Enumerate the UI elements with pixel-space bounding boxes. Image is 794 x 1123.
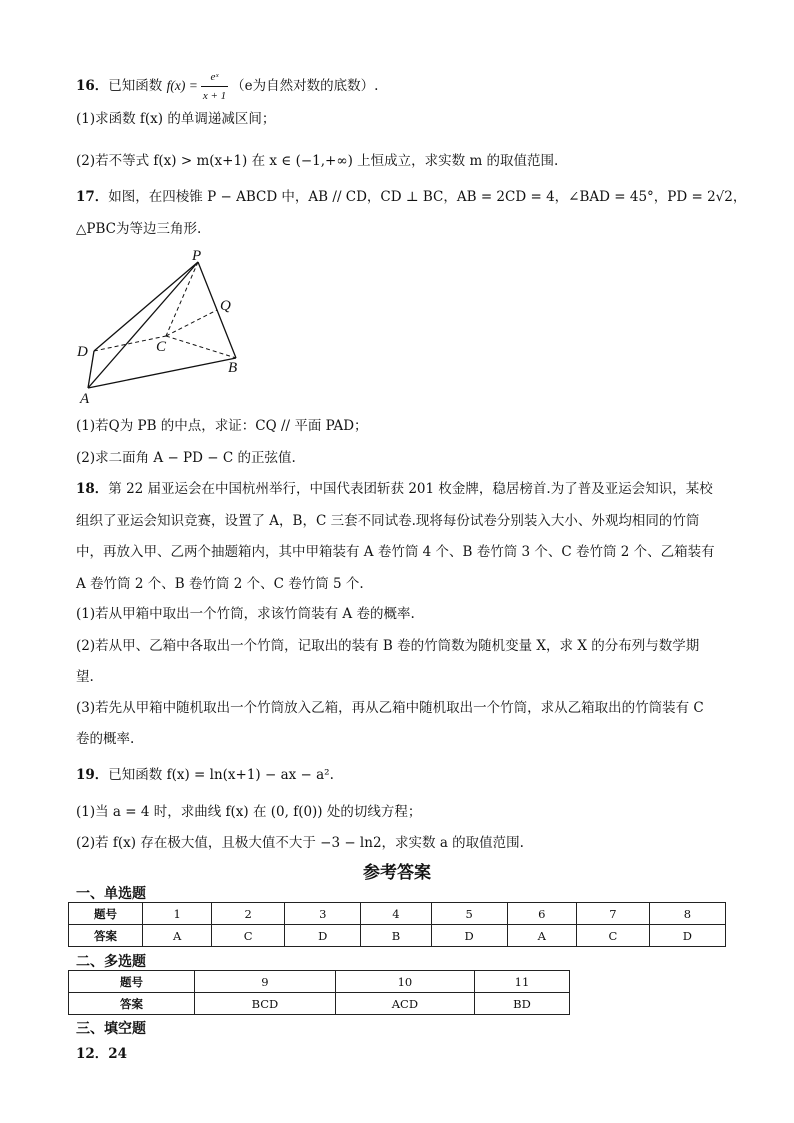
q18-number: 18．: [76, 481, 109, 497]
table-cell: D: [649, 925, 725, 947]
answers-title: 参考答案: [363, 863, 431, 883]
table-cell: 2: [212, 903, 285, 925]
header-cell: 题号: [69, 903, 143, 925]
label-D: D: [77, 344, 88, 360]
table-cell: B: [361, 925, 431, 947]
q19-number: 19．: [76, 767, 109, 783]
table-row: [69, 971, 570, 993]
q18-part2b: 望.: [76, 669, 94, 685]
q16-stem: [76, 68, 378, 105]
table-cell: D: [431, 925, 507, 947]
section-single-choice: 一、单选题: [76, 886, 146, 902]
table-cell: BCD: [195, 993, 336, 1015]
table-cell: C: [212, 925, 285, 947]
table-cell: 11: [474, 971, 569, 993]
multiple-choice-table: [68, 970, 570, 1015]
edge-CB: [166, 336, 236, 358]
table-row: [69, 903, 726, 925]
q18-part2a: (2)若从甲、乙箱中各取出一个竹筒，记取出的装有 B 卷的竹筒数为随机变量 X，求 X 的分布列与数学期: [76, 638, 700, 654]
table-cell: A: [143, 925, 212, 947]
q18-line3: 中，再放入甲、乙两个抽题箱内，其中甲箱装有 A 卷竹筒 4 个、B 卷竹筒 3 个、C 卷竹筒 2 个、乙箱装有: [76, 544, 715, 560]
label-Q: Q: [220, 298, 231, 314]
table-cell: D: [285, 925, 361, 947]
q18-l1: 第 22 届亚运会在中国杭州举行，中国代表团斩获 201 枚金牌，稳居榜首.为了普及亚运会知识，某校: [108, 481, 713, 497]
table-cell: 3: [285, 903, 361, 925]
label-A: A: [80, 391, 90, 407]
table-cell: ACD: [335, 993, 474, 1015]
q17-stem-line1: [76, 188, 746, 206]
pyramid-figure: [74, 248, 254, 408]
q17-stem-line2: △PBC为等边三角形.: [76, 221, 202, 237]
table-cell: 5: [431, 903, 507, 925]
q19-part1: (1)当 a = 4 时，求曲线 f(x) 在 (0, f(0)) 处的切线方程；: [76, 804, 422, 820]
q18-line4: A 卷竹筒 2 个、B 卷竹筒 2 个、C 卷竹筒 5 个.: [76, 576, 364, 592]
q17-stem1: 如图，在四棱锥 P − ABCD 中，AB // CD，CD ⊥ BC，AB = 2CD = 4，∠BAD = 45°，PD = 2√2，: [108, 189, 747, 205]
q18-part3b: 卷的概率.: [76, 731, 135, 747]
q19-stem-text: 已知函数 f(x) = ln(x+1) − ax − a².: [108, 767, 334, 783]
q16-part1: (1)求函数 f(x) 的单调递减区间；: [76, 111, 276, 127]
q18-part1: (1)若从甲箱中取出一个竹筒，求该竹筒装有 A 卷的概率.: [76, 606, 415, 622]
section-multiple-choice: 二、多选题: [76, 954, 146, 970]
q16-part2: (2)若不等式 f(x) > m(x+1) 在 x ∈ (−1,+∞) 上恒成立，求实数 m 的取值范围.: [76, 153, 559, 169]
header-cell: 题号: [69, 971, 195, 993]
q16-stem-b: （e为自然对数的底数）.: [231, 78, 379, 94]
table-cell: 4: [361, 903, 431, 925]
q16-number: 16．: [76, 78, 109, 94]
table-cell: 9: [195, 971, 336, 993]
q16-fx: f(x) =: [166, 78, 198, 93]
edge-PC: [166, 262, 198, 336]
label-P: P: [192, 248, 202, 264]
q16-frac-den: x + 1: [202, 90, 227, 102]
q18-part3a: (3)若先从甲箱中随机取出一个竹筒放入乙箱，再从乙箱中随机取出一个竹筒，求从乙箱取出的竹筒装有 C: [76, 700, 704, 716]
q16-frac-num: eˣ: [201, 68, 228, 87]
edge-PD: [94, 262, 198, 351]
edge-CQ: [166, 310, 217, 336]
table-cell: 7: [576, 903, 649, 925]
q18-line2: 组织了亚运会知识竞赛，设置了 A，B，C 三套不同试卷.现将每份试卷分别装入大小、外观均相同的竹筒: [76, 513, 700, 529]
table-row: [69, 925, 726, 947]
header-cell: 答案: [69, 993, 195, 1015]
table-cell: 10: [335, 971, 474, 993]
table-cell: 8: [649, 903, 725, 925]
q17-number: 17．: [76, 189, 109, 205]
header-cell: 答案: [69, 925, 143, 947]
q17-part2: (2)求二面角 A − PD − C 的正弦值.: [76, 450, 296, 466]
q17-part1: (1)若Q为 PB 的中点，求证：CQ // 平面 PAD；: [76, 418, 368, 434]
table-cell: BD: [474, 993, 569, 1015]
q19-part2: (2)若 f(x) 存在极大值，且极大值不大于 −3 − ln2，求实数 a 的取值范围.: [76, 835, 524, 851]
table-cell: C: [576, 925, 649, 947]
label-B: B: [228, 360, 238, 376]
section-fill-blank: 三、填空题: [76, 1021, 146, 1037]
fill-answer-12: 12．24: [76, 1046, 128, 1062]
q16-fraction: [201, 68, 228, 105]
label-C: C: [156, 339, 167, 355]
table-cell: 6: [507, 903, 576, 925]
q16-stem-a: 已知函数: [108, 78, 163, 94]
q19-stem: [76, 766, 334, 784]
q18-line1: [76, 480, 713, 498]
table-cell: A: [507, 925, 576, 947]
table-cell: 1: [143, 903, 212, 925]
table-row: [69, 993, 570, 1015]
single-choice-table: [68, 902, 726, 947]
